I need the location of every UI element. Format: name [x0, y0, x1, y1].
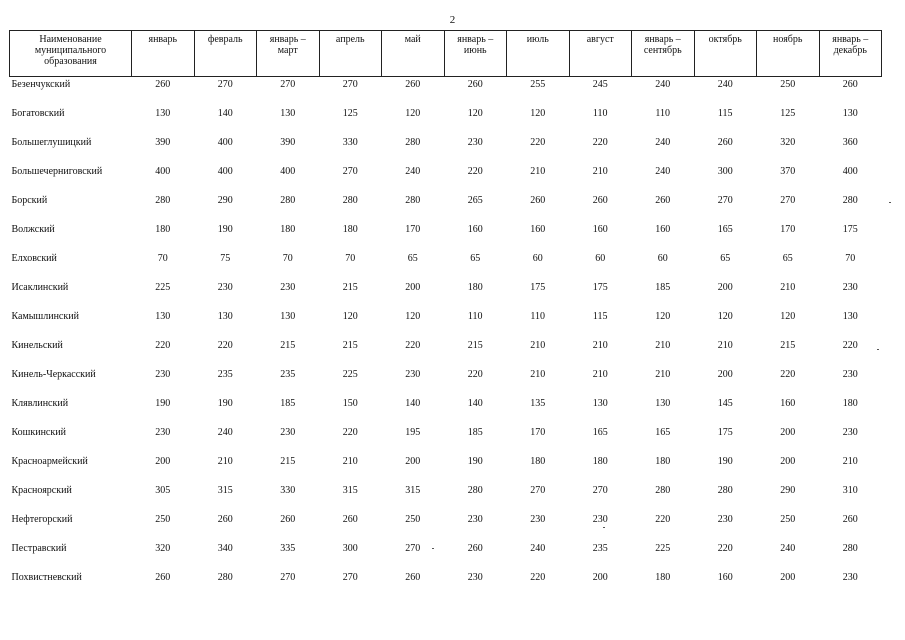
value-cell: 270 — [405, 543, 421, 554]
value-cell: 230 — [467, 137, 483, 148]
value-cell: 280 — [467, 485, 483, 496]
value-cell: 280 — [155, 195, 171, 206]
value-cell: 60 — [532, 253, 543, 264]
value-cell: 230 — [530, 514, 546, 525]
value-cell: 220 — [530, 572, 546, 583]
value-cell: 230 — [842, 369, 858, 380]
value-cell: 210 — [530, 166, 546, 177]
municipality-name-cell: Кинель-Черкасский — [11, 369, 96, 380]
scan-speck — [432, 548, 434, 549]
municipality-name-cell: Большеглушицкий — [11, 137, 92, 148]
municipality-name-cell: Нефтегорский — [11, 514, 73, 525]
value-cell: 160 — [592, 224, 608, 235]
value-cell: 60 — [595, 253, 606, 264]
value-cell: 170 — [405, 224, 421, 235]
value-cell: 110 — [655, 108, 671, 119]
value-cell: 235 — [217, 369, 233, 380]
value-cell: 310 — [842, 485, 858, 496]
value-cell: 185 — [467, 427, 483, 438]
value-cell: 130 — [842, 108, 858, 119]
table-header-row — [10, 31, 882, 77]
value-cell: 65 — [407, 253, 418, 264]
value-cell: 125 — [342, 108, 358, 119]
value-cell: 260 — [155, 572, 171, 583]
value-cell: 230 — [405, 369, 421, 380]
value-cell: 220 — [780, 369, 796, 380]
value-cell: 240 — [655, 79, 671, 90]
value-cell: 280 — [842, 195, 858, 206]
value-cell: 270 — [342, 572, 358, 583]
value-cell: 140 — [467, 398, 483, 409]
value-cell: 220 — [592, 137, 608, 148]
value-cell: 65 — [720, 253, 731, 264]
value-cell: 200 — [717, 369, 733, 380]
value-cell: 200 — [780, 427, 796, 438]
municipality-name-cell: Пестравский — [11, 543, 67, 554]
value-cell: 260 — [842, 79, 858, 90]
municipality-name-cell: Кошкинский — [11, 427, 66, 438]
value-cell: 400 — [217, 166, 233, 177]
value-cell: 225 — [655, 543, 671, 554]
column-header-month: январь – декабрь — [819, 31, 882, 77]
value-cell: 320 — [155, 543, 171, 554]
value-cell: 280 — [342, 195, 358, 206]
value-cell: 230 — [280, 427, 296, 438]
table-row — [10, 395, 882, 424]
value-cell: 180 — [342, 224, 358, 235]
municipality-name-cell: Красноармейский — [11, 456, 88, 467]
value-cell: 390 — [155, 137, 171, 148]
value-cell: 230 — [155, 369, 171, 380]
municipality-name-cell: Похвистневский — [11, 572, 82, 583]
value-cell: 240 — [217, 427, 233, 438]
table-row — [10, 192, 882, 221]
value-cell: 210 — [530, 340, 546, 351]
column-header-month: октябрь — [694, 31, 757, 77]
value-cell: 130 — [155, 108, 171, 119]
value-cell: 335 — [280, 543, 296, 554]
value-cell: 315 — [217, 485, 233, 496]
value-cell: 210 — [592, 340, 608, 351]
value-cell: 220 — [530, 137, 546, 148]
value-cell: 220 — [467, 369, 483, 380]
value-cell: 120 — [717, 311, 733, 322]
value-cell: 210 — [717, 340, 733, 351]
value-cell: 165 — [592, 427, 608, 438]
value-cell: 200 — [592, 572, 608, 583]
value-cell: 230 — [717, 514, 733, 525]
value-cell: 315 — [405, 485, 421, 496]
value-cell: 230 — [217, 282, 233, 293]
value-cell: 110 — [467, 311, 483, 322]
value-cell: 270 — [530, 485, 546, 496]
value-cell: 240 — [780, 543, 796, 554]
value-cell: 305 — [155, 485, 171, 496]
value-cell: 130 — [280, 311, 296, 322]
table-row — [10, 482, 882, 511]
column-header-month: январь – март — [257, 31, 320, 77]
value-cell: 175 — [717, 427, 733, 438]
value-cell: 250 — [405, 514, 421, 525]
value-cell: 70 — [845, 253, 856, 264]
value-cell: 160 — [780, 398, 796, 409]
value-cell: 210 — [592, 166, 608, 177]
value-cell: 200 — [717, 282, 733, 293]
table-row — [10, 279, 882, 308]
value-cell: 240 — [717, 79, 733, 90]
value-cell: 270 — [280, 79, 296, 90]
column-header-month: январь – июнь — [444, 31, 507, 77]
value-cell: 210 — [342, 456, 358, 467]
value-cell: 260 — [592, 195, 608, 206]
value-cell: 240 — [405, 166, 421, 177]
table-row — [10, 105, 882, 134]
value-cell: 175 — [592, 282, 608, 293]
value-cell: 400 — [842, 166, 858, 177]
value-cell: 200 — [405, 282, 421, 293]
value-cell: 280 — [655, 485, 671, 496]
value-cell: 225 — [155, 282, 171, 293]
value-cell: 190 — [717, 456, 733, 467]
value-cell: 400 — [280, 166, 296, 177]
value-cell: 260 — [655, 195, 671, 206]
table-row — [10, 221, 882, 250]
value-cell: 215 — [342, 340, 358, 351]
value-cell: 210 — [530, 369, 546, 380]
value-cell: 140 — [405, 398, 421, 409]
value-cell: 125 — [780, 108, 796, 119]
table-row — [10, 163, 882, 192]
value-cell: 140 — [217, 108, 233, 119]
column-header-month: июль — [507, 31, 570, 77]
value-cell: 190 — [217, 224, 233, 235]
value-cell: 230 — [155, 427, 171, 438]
value-cell: 260 — [217, 514, 233, 525]
value-cell: 215 — [467, 340, 483, 351]
value-cell: 220 — [217, 340, 233, 351]
value-cell: 250 — [155, 514, 171, 525]
value-cell: 260 — [405, 572, 421, 583]
value-cell: 390 — [280, 137, 296, 148]
value-cell: 75 — [220, 253, 231, 264]
column-header-month: май — [382, 31, 445, 77]
value-cell: 240 — [655, 137, 671, 148]
value-cell: 230 — [842, 427, 858, 438]
municipality-name-cell: Борский — [11, 195, 48, 206]
value-cell: 260 — [467, 543, 483, 554]
value-cell: 175 — [530, 282, 546, 293]
municipality-name-cell: Богатовский — [11, 108, 65, 119]
value-cell: 185 — [655, 282, 671, 293]
value-cell: 290 — [780, 485, 796, 496]
value-cell: 165 — [717, 224, 733, 235]
value-cell: 60 — [657, 253, 668, 264]
value-cell: 180 — [155, 224, 171, 235]
column-header-month: ноябрь — [757, 31, 820, 77]
table-row — [10, 569, 882, 598]
value-cell: 280 — [717, 485, 733, 496]
value-cell: 220 — [842, 340, 858, 351]
value-cell: 280 — [217, 572, 233, 583]
table-row — [10, 134, 882, 163]
value-cell: 260 — [405, 79, 421, 90]
value-cell: 220 — [717, 543, 733, 554]
value-cell: 250 — [780, 514, 796, 525]
value-cell: 330 — [342, 137, 358, 148]
value-cell: 115 — [592, 311, 608, 322]
value-cell: 230 — [842, 572, 858, 583]
value-cell: 400 — [155, 166, 171, 177]
table-row — [10, 453, 882, 482]
value-cell: 260 — [717, 137, 733, 148]
table-row — [10, 77, 882, 106]
value-cell: 200 — [155, 456, 171, 467]
value-cell: 120 — [655, 311, 671, 322]
value-cell: 270 — [717, 195, 733, 206]
column-header-month: апрель — [319, 31, 382, 77]
table-row — [10, 424, 882, 453]
value-cell: 360 — [842, 137, 858, 148]
value-cell: 70 — [157, 253, 168, 264]
municipality-name-cell: Исаклинский — [11, 282, 69, 293]
column-header-name: Наименование муниципального образования — [10, 31, 132, 77]
value-cell: 215 — [280, 456, 296, 467]
value-cell: 280 — [842, 543, 858, 554]
value-cell: 195 — [405, 427, 421, 438]
value-cell: 160 — [467, 224, 483, 235]
value-cell: 225 — [342, 369, 358, 380]
value-cell: 120 — [530, 108, 546, 119]
value-cell: 65 — [782, 253, 793, 264]
table-row — [10, 511, 882, 540]
value-cell: 200 — [405, 456, 421, 467]
value-cell: 210 — [655, 340, 671, 351]
value-cell: 260 — [280, 514, 296, 525]
value-cell: 145 — [717, 398, 733, 409]
value-cell: 270 — [280, 572, 296, 583]
value-cell: 270 — [342, 166, 358, 177]
table-row — [10, 308, 882, 337]
municipality-name-cell: Камышлинский — [11, 311, 79, 322]
scan-speck — [889, 202, 891, 203]
value-cell: 280 — [405, 137, 421, 148]
page-number: 2 — [449, 14, 456, 26]
value-cell: 120 — [780, 311, 796, 322]
table-row — [10, 540, 882, 569]
scan-speck — [603, 527, 605, 528]
value-cell: 200 — [780, 456, 796, 467]
value-cell: 340 — [217, 543, 233, 554]
value-cell: 255 — [530, 79, 546, 90]
value-cell: 170 — [530, 427, 546, 438]
table-row — [10, 366, 882, 395]
value-cell: 120 — [342, 311, 358, 322]
value-cell: 190 — [467, 456, 483, 467]
value-cell: 220 — [342, 427, 358, 438]
value-cell: 120 — [405, 108, 421, 119]
column-header-month: январь — [132, 31, 195, 77]
value-cell: 230 — [467, 572, 483, 583]
value-cell: 165 — [655, 427, 671, 438]
value-cell: 130 — [842, 311, 858, 322]
value-cell: 150 — [342, 398, 358, 409]
value-cell: 70 — [282, 253, 293, 264]
value-cell: 270 — [217, 79, 233, 90]
data-table — [9, 30, 882, 598]
municipality-name-cell: Безенчукский — [11, 79, 71, 90]
value-cell: 180 — [655, 572, 671, 583]
value-cell: 260 — [530, 195, 546, 206]
scan-speck — [877, 349, 879, 350]
value-cell: 210 — [592, 369, 608, 380]
value-cell: 235 — [592, 543, 608, 554]
value-cell: 70 — [345, 253, 356, 264]
value-cell: 260 — [342, 514, 358, 525]
value-cell: 130 — [655, 398, 671, 409]
value-cell: 240 — [655, 166, 671, 177]
value-cell: 180 — [842, 398, 858, 409]
value-cell: 250 — [780, 79, 796, 90]
value-cell: 190 — [217, 398, 233, 409]
value-cell: 260 — [155, 79, 171, 90]
value-cell: 220 — [405, 340, 421, 351]
value-cell: 370 — [780, 166, 796, 177]
value-cell: 260 — [842, 514, 858, 525]
value-cell: 315 — [342, 485, 358, 496]
value-cell: 280 — [280, 195, 296, 206]
value-cell: 220 — [655, 514, 671, 525]
value-cell: 270 — [780, 195, 796, 206]
value-cell: 230 — [592, 514, 608, 525]
value-cell: 65 — [470, 253, 481, 264]
value-cell: 180 — [655, 456, 671, 467]
value-cell: 115 — [717, 108, 733, 119]
value-cell: 300 — [717, 166, 733, 177]
value-cell: 160 — [655, 224, 671, 235]
municipality-name-cell: Волжский — [11, 224, 55, 235]
value-cell: 130 — [280, 108, 296, 119]
municipality-name-cell: Красноярский — [11, 485, 72, 496]
value-cell: 110 — [530, 311, 546, 322]
value-cell: 180 — [530, 456, 546, 467]
value-cell: 180 — [467, 282, 483, 293]
value-cell: 120 — [467, 108, 483, 119]
value-cell: 210 — [655, 369, 671, 380]
value-cell: 175 — [842, 224, 858, 235]
value-cell: 185 — [280, 398, 296, 409]
value-cell: 160 — [717, 572, 733, 583]
municipality-name-cell: Большечерниговский — [11, 166, 103, 177]
value-cell: 230 — [467, 514, 483, 525]
value-cell: 260 — [467, 79, 483, 90]
value-cell: 220 — [467, 166, 483, 177]
value-cell: 230 — [280, 282, 296, 293]
value-cell: 220 — [155, 340, 171, 351]
value-cell: 330 — [280, 485, 296, 496]
column-header-month: январь – сентябрь — [632, 31, 695, 77]
municipality-name-cell: Кинельский — [11, 340, 63, 351]
value-cell: 290 — [217, 195, 233, 206]
value-cell: 245 — [592, 79, 608, 90]
value-cell: 130 — [155, 311, 171, 322]
value-cell: 270 — [342, 79, 358, 90]
value-cell: 280 — [405, 195, 421, 206]
value-cell: 230 — [842, 282, 858, 293]
municipality-name-cell: Елховский — [11, 253, 57, 264]
value-cell: 200 — [780, 572, 796, 583]
value-cell: 400 — [217, 137, 233, 148]
value-cell: 130 — [592, 398, 608, 409]
value-cell: 130 — [217, 311, 233, 322]
value-cell: 160 — [530, 224, 546, 235]
value-cell: 320 — [780, 137, 796, 148]
value-cell: 210 — [217, 456, 233, 467]
column-header-month: август — [569, 31, 632, 77]
column-header-month: февраль — [194, 31, 257, 77]
value-cell: 265 — [467, 195, 483, 206]
value-cell: 170 — [780, 224, 796, 235]
value-cell: 120 — [405, 311, 421, 322]
value-cell: 270 — [592, 485, 608, 496]
table-row — [10, 337, 882, 366]
value-cell: 300 — [342, 543, 358, 554]
value-cell: 215 — [342, 282, 358, 293]
value-cell: 135 — [530, 398, 546, 409]
value-cell: 235 — [280, 369, 296, 380]
value-cell: 210 — [780, 282, 796, 293]
value-cell: 110 — [592, 108, 608, 119]
table-row — [10, 250, 882, 279]
value-cell: 240 — [530, 543, 546, 554]
value-cell: 180 — [592, 456, 608, 467]
value-cell: 210 — [842, 456, 858, 467]
value-cell: 180 — [280, 224, 296, 235]
value-cell: 215 — [780, 340, 796, 351]
value-cell: 215 — [280, 340, 296, 351]
municipality-name-cell: Клявлинский — [11, 398, 69, 409]
value-cell: 190 — [155, 398, 171, 409]
